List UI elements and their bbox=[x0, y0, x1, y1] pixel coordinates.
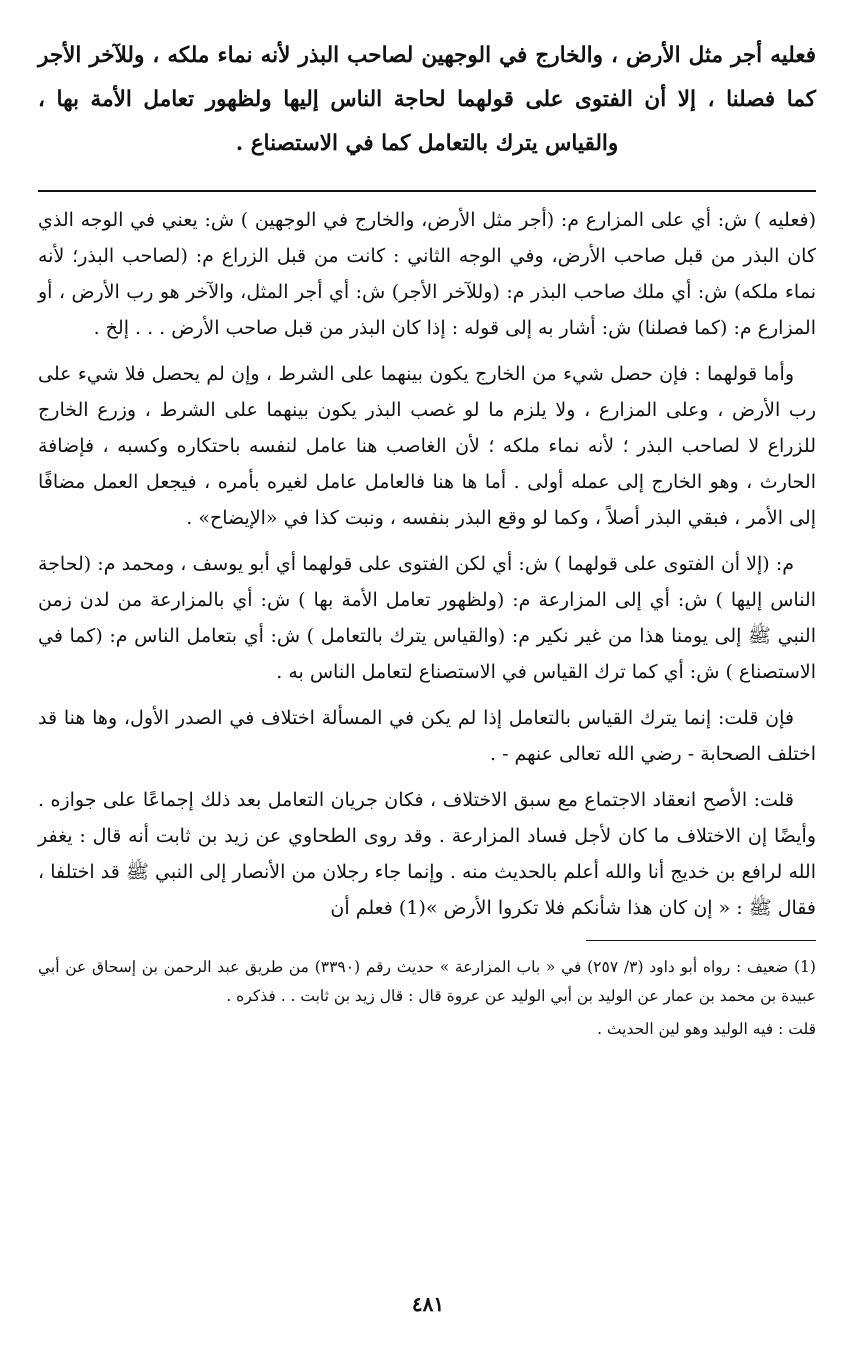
commentary-paragraph: فإن قلت: إنما يترك القياس بالتعامل إذا لم يكن في المسألة اختلاف في الصدر الأول، وها هنا قد اختلف الصحابة - رضي الله تعالى عنهم - . bbox=[38, 707, 816, 765]
footnote-separator bbox=[586, 940, 816, 941]
footnote: (1) ضعيف : رواه أبو داود (٣/ ٢٥٧) في « باب المزارعة » حديث رقم (٣٣٩٠) من طريق عبد الرحمن بن إسحاق عن أبي عبيدة بن محمد بن عمار عن الوليد بن أبي الوليد عن عروة قال : قال زيد بن ثابت . . فذكره . bbox=[38, 958, 816, 1005]
commentary-paragraph: (فعليه ) ش: أي على المزارع م: (أجر مثل الأرض، والخارج في الوجهين ) ش: يعني في الوجه الذي كان البذر من قبل صاحب الأرض، وفي الوجه الثاني : كانت من قبل الزراع م: (لصاحب البذر؛ لأنه نماء ملكه) ش: أي ملك صاحب البذر م: (وللآخر الأجر) ش: أي أجر المثل، والآخر هو رب الأرض ، أو المزارع م: (كما فصلنا) ش: أشار به إلى قوله : إذا كان البذر من قبل صاحب الأرض . . . إلخ . bbox=[38, 209, 816, 339]
main-text: فعليه أجر مثل الأرض ، والخارج في الوجهين لصاحب البذر لأنه نماء ملكه ، وللآخر الأجر كما فصلنا ، إلا أن الفتوى على قولهما لحاجة الناس إليها ولظهور تعامل الأمة بها ، والقياس يترك بالتعامل كما في الاستصناع . bbox=[38, 43, 816, 156]
commentary-paragraph: م: (إلا أن الفتوى على قولهما ) ش: أي لكن الفتوى على قولهما أي أبو يوسف ، ومحمد م: (لحاجة الناس إليها ) ش: أي إلى المزارعة م: (ولظهور تعامل الأمة بها ) ش: أي بالمزارعة من لدن زمن النبي ﷺ إلى يومنا هذا من غير نكير م: (والقياس يترك بالتعامل ) ش: أي بتعامل الناس م: (كما في الاستصناع ) ش: أي كما ترك القياس في الاستصناع لتعامل الناس به . bbox=[38, 553, 816, 683]
page-number: ٤٨١ bbox=[411, 1292, 445, 1316]
commentary bbox=[38, 202, 816, 926]
commentary-separator bbox=[38, 190, 816, 192]
footnote: قلت : فيه الوليد وهو لين الحديث . bbox=[597, 1020, 816, 1038]
commentary-paragraph: وأما قولهما : فإن حصل شيء من الخارج يكون بينهما على الشرط ، وإن لم يحصل فلا شيء على رب الأرض ، وعلى المزارع ، ولا يلزم ما لو غصب البذر يكون بينهما على الشرط ، وزرع الخارج للزراع لا لصاحب البذر ؛ لأنه نماء ملكه ؛ لأن الغاصب هنا عامل لنفسه باحتكاره وكسبه ، فإضافة الحارث ، وهو الخارج إلى عمله أولى . أما ها هنا فالعامل عامل لغيره بأمره ، فيجعل العمل مضافًا إلى الأمر ، فبقي البذر أصلاً ، وكما لو وقع البذر بنفسه ، ونبت كذا في «الإيضاح» . bbox=[38, 363, 816, 529]
footnotes bbox=[38, 953, 816, 1044]
commentary-paragraph: قلت: الأصح انعقاد الاجتماع مع سبق الاختلاف ، فكان جريان التعامل بعد ذلك إجماعًا على جوازه . وأيضًا إن الاختلاف ما كان لأجل فساد المزارعة . وقد روى الطحاوي عن زيد بن ثابت أنه قال : يغفر الله لرافع بن خديج أنا والله أعلم بالحديث منه . وإنما جاء رجلان من الأنصار إلى النبي ﷺ قد اختلفا ، فقال ﷺ : « إن كان هذا شأنكم فلا تكروا الأرض »(1) فعلم أن bbox=[38, 789, 816, 919]
